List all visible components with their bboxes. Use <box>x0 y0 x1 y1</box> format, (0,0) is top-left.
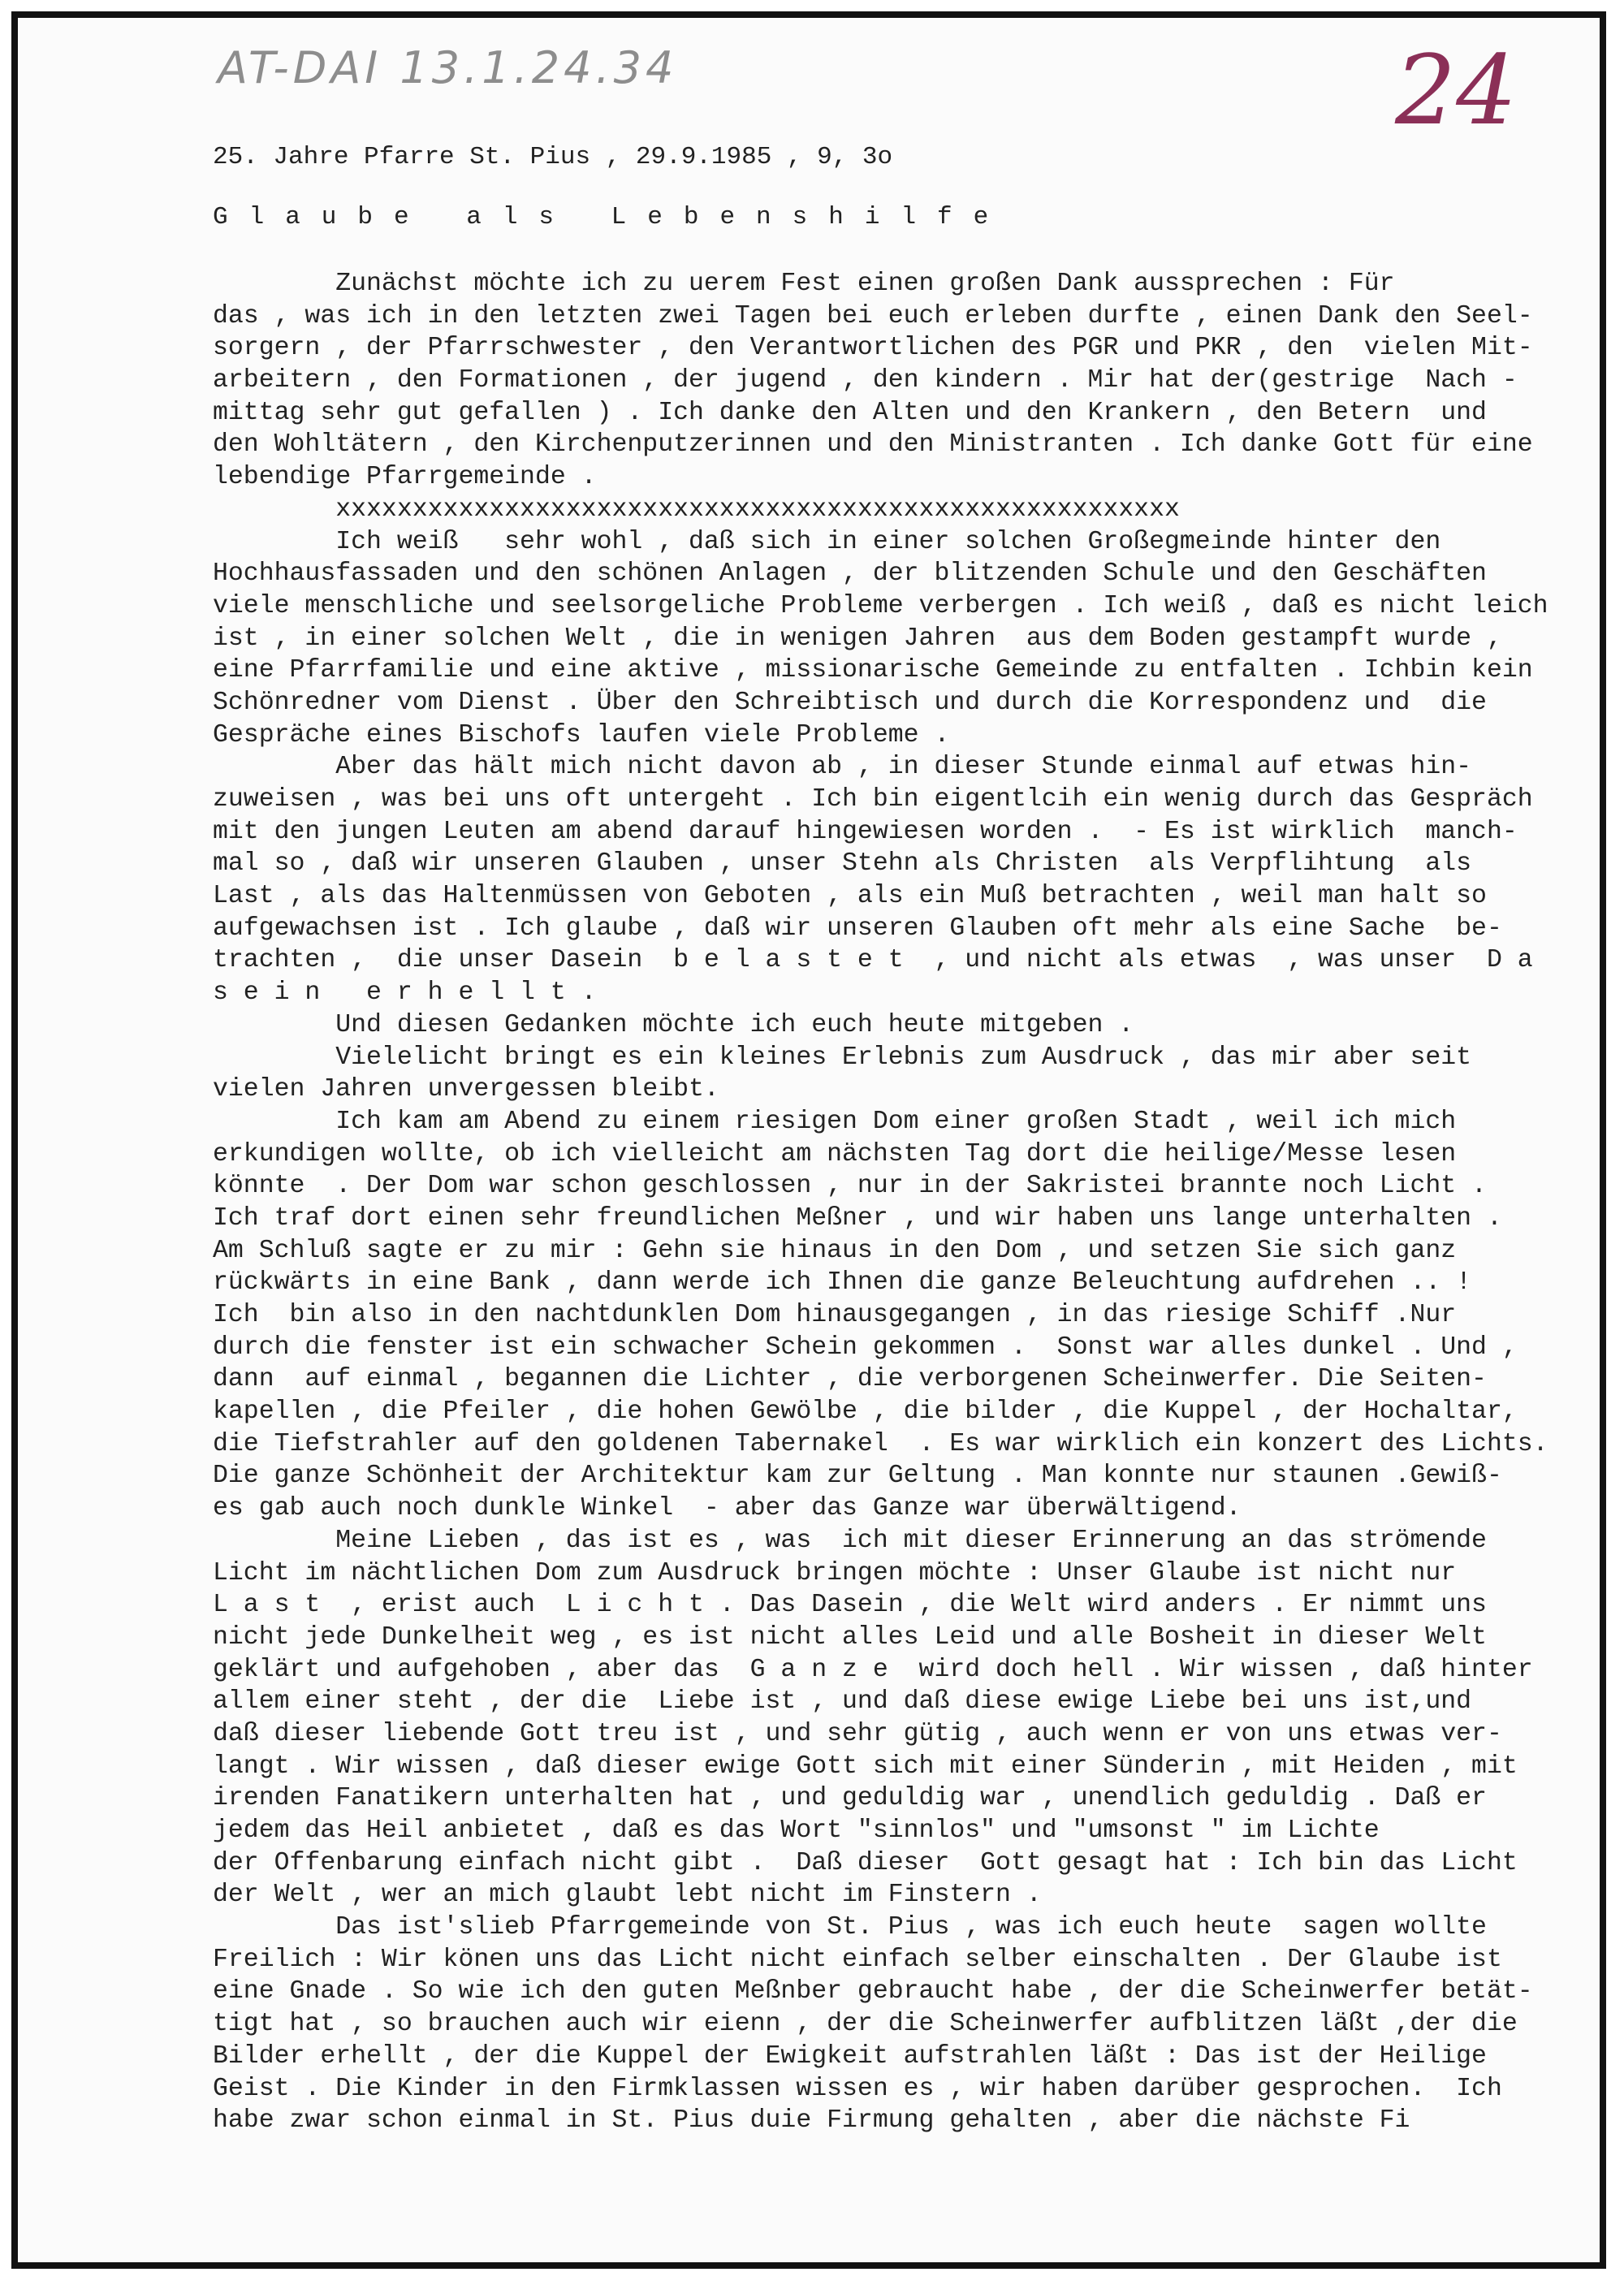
text-line: Ich bin also in den nachtdunklen Dom hinausgegangen , in das riesige Schiff .Nur <box>213 1301 1457 1329</box>
text-line: Last , als das Haltenmüssen von Geboten , als ein Muß betrachten , weil man halt so <box>213 882 1487 911</box>
text-line: Hochhausfassaden und den schönen Anlagen , der blitzenden Schule und den Geschäften <box>213 559 1487 589</box>
text-line: mal so , daß wir unseren Glauben , unser Stehn als Christen als Verpflihtung als <box>213 849 1472 879</box>
text-line: der Welt , wer an mich glaubt lebt nicht im Finstern . <box>213 1881 1042 1910</box>
text-line: kapellen , die Pfeiler , die hohen Gewölbe , die bilder , die Kuppel , der Hochaltar, <box>213 1397 1518 1427</box>
text-line: Ich kam am Abend zu einem riesigen Dom einer großen Stadt , weil ich mich <box>213 1107 1457 1136</box>
text-line: arbeitern , den Formationen , der jugend , den kindern . Mir hat der(gestrige Nach - <box>213 366 1518 395</box>
text-line: Aber das hält mich nicht davon ab , in dieser Stunde einmal auf etwas hin- <box>213 753 1472 782</box>
text-line: dann auf einmal , begannen die Lichter , die verborgenen Scheinwerfer. Die Seiten- <box>213 1365 1487 1394</box>
text-line: Licht im nächtlichen Dom zum Ausdruck bringen möchte : Unser Glaube ist nicht nur <box>213 1558 1457 1587</box>
sermon-body <box>213 268 1609 2137</box>
text-line: Das ist'slieb Pfarrgemeinde von St. Pius , was ich euch heute sagen wollte <box>213 1913 1487 1942</box>
text-line: Freilich : Wir könen uns das Licht nicht einfach selber einschalten . Der Glaube ist <box>213 1945 1502 1974</box>
text-line: Geist . Die Kinder in den Firmklassen wissen es , wir haben darüber gesprochen. Ich <box>213 2074 1502 2103</box>
text-line: könnte . Der Dom war schon geschlossen , nur in der Sakristei brannte noch Licht . <box>213 1172 1487 1201</box>
text-line: vielen Jahren unvergessen bleibt. <box>213 1075 719 1104</box>
text-line: zuweisen , was bei uns oft untergeht . Ich bin eigentlcih ein wenig durch das Gespräch <box>213 785 1533 814</box>
handwritten-page-number: 24 <box>1395 34 1518 146</box>
text-line: eine Pfarrfamilie und eine aktive , missionarische Gemeinde zu entfalten . Ichbin kein <box>213 656 1533 685</box>
archive-reference-stamp: AT-DAI 13.1.24.34 <box>218 42 678 93</box>
text-line: durch die fenster ist ein schwacher Schein gekommen . Sonst war alles dunkel . Und , <box>213 1333 1518 1362</box>
text-line: lebendige Pfarrgemeinde . <box>213 463 597 492</box>
text-line: Die ganze Schönheit der Architektur kam zur Geltung . Man konnte nur staunen .Gewiß- <box>213 1462 1502 1491</box>
text-line: Bilder erhellt , der die Kuppel der Ewigkeit aufstrahlen läßt : Das ist der Heilige <box>213 2041 1487 2071</box>
text-line: eine Gnade . So wie ich den guten Meßnber gebraucht habe , der die Scheinwerfer betät- <box>213 1977 1533 2006</box>
text-line: erkundigen wollte, ob ich vielleicht am nächsten Tag dort die heilige/Messe lesen <box>213 1139 1457 1168</box>
text-line: Vielelicht bringt es ein kleines Erlebnis zum Ausdruck , das mir aber seit <box>213 1043 1472 1072</box>
text-line: sorgern , der Pfarrschwester , den Verantwortlichen des PGR und PKR , den vielen Mit- <box>213 334 1533 363</box>
text-line: Ich weiß sehr wohl , daß sich in einer solchen Großegmeinde hinter den <box>213 527 1441 556</box>
text-line: ist , in einer solchen Welt , die in wenigen Jahren aus dem Boden gestampft wurde , <box>213 624 1502 653</box>
text-line: die Tiefstrahler auf den goldenen Tabernakel . Es war wirklich ein konzert des Lichts. <box>213 1429 1548 1458</box>
text-line: daß dieser liebende Gott treu ist , und sehr gütig , auch wenn er von uns etwas ver- <box>213 1719 1502 1748</box>
text-line: Und diesen Gedanken möchte ich euch heute mitgeben . <box>213 1010 1134 1039</box>
text-line: tigt hat , so brauchen auch wir eienn , der die Scheinwerfer aufblitzen läßt ,der die <box>213 2010 1518 2039</box>
text-line: das , was ich in den letzten zwei Tagen bei euch erleben durfte , einen Dank den Seel- <box>213 301 1533 330</box>
text-line: mittag sehr gut gefallen ) . Ich danke den Alten und den Krankern , den Betern und <box>213 398 1487 427</box>
text-line: rückwärts in eine Bank , dann werde ich Ihnen die ganze Beleuchtung aufdrehen .. ! <box>213 1268 1472 1298</box>
document-title: Glaube als Lebenshilfe <box>213 203 1010 231</box>
text-line: L a s t , erist auch L i c h t . Das Dasein , die Welt wird anders . Er nimmt uns <box>213 1591 1487 1620</box>
text-line: den Wohltätern , den Kirchenputzerinnen und den Ministranten . Ich danke Gott für eine <box>213 430 1533 460</box>
document-heading: 25. Jahre Pfarre St. Pius , 29.9.1985 , 9, 3o <box>213 143 893 171</box>
text-line: Ich traf dort einen sehr freundlichen Meßner , und wir haben uns lange unterhalten . <box>213 1203 1502 1233</box>
text-line: allem einer steht , der die Liebe ist , und daß diese ewige Liebe bei uns ist,und <box>213 1687 1472 1717</box>
text-line: aufgewachsen ist . Ich glaube , daß wir unseren Glauben oft mehr als eine Sache be- <box>213 914 1502 943</box>
text-line: langt . Wir wissen , daß dieser ewige Gott sich mit einer Sünderin , mit Heiden , mit <box>213 1752 1518 1781</box>
text-line: Zunächst möchte ich zu uerem Fest einen großen Dank aussprechen : Für <box>213 270 1395 298</box>
text-line: Meine Lieben , das ist es , was ich mit dieser Erinnerung an das strömende <box>213 1526 1487 1555</box>
text-line: der Offenbarung einfach nicht gibt . Daß dieser Gott gesagt hat : Ich bin das Licht <box>213 1848 1518 1877</box>
text-line: nicht jede Dunkelheit weg , es ist nicht alles Leid und alle Bosheit in dieser Welt <box>213 1622 1487 1652</box>
text-line: s e i n e r h e l l t . <box>213 978 597 1008</box>
text-line: viele menschliche und seelsorgeliche Probleme verbergen . Ich weiß , daß es nicht leich <box>213 591 1548 620</box>
text-line: trachten , die unser Dasein b e l a s t e t , und nicht als etwas , was unser D a <box>213 946 1533 975</box>
text-line: xxxxxxxxxxxxxxxxxxxxxxxxxxxxxxxxxxxxxxxxxxxxxxxxxxxxxxx <box>213 495 1180 524</box>
text-line: Gespräche eines Bischofs laufen viele Probleme . <box>213 720 950 749</box>
text-line: Schönredner vom Dienst . Über den Schreibtisch und durch die Korrespondenz und die <box>213 688 1487 717</box>
text-line: habe zwar schon einmal in St. Pius duie Firmung gehalten , aber die nächste Fi <box>213 2106 1410 2136</box>
text-line: Am Schluß sagte er zu mir : Gehn sie hinaus in den Dom , und setzen Sie sich ganz <box>213 1236 1457 1265</box>
text-line: geklärt und aufgehoben , aber das G a n z e wird doch hell . Wir wissen , daß hinter <box>213 1655 1533 1684</box>
text-line: es gab auch noch dunkle Winkel - aber das Ganze war überwältigend. <box>213 1494 1242 1523</box>
text-line: jedem das Heil anbietet , daß es das Wort "sinnlos" und "umsonst " im Lichte <box>213 1816 1380 1845</box>
text-line: mit den jungen Leuten am abend darauf hingewiesen worden . - Es ist wirklich manch- <box>213 817 1518 846</box>
text-line: irenden Fanatikern unterhalten hat , und geduldig war , unendlich geduldig . Daß er <box>213 1784 1487 1813</box>
